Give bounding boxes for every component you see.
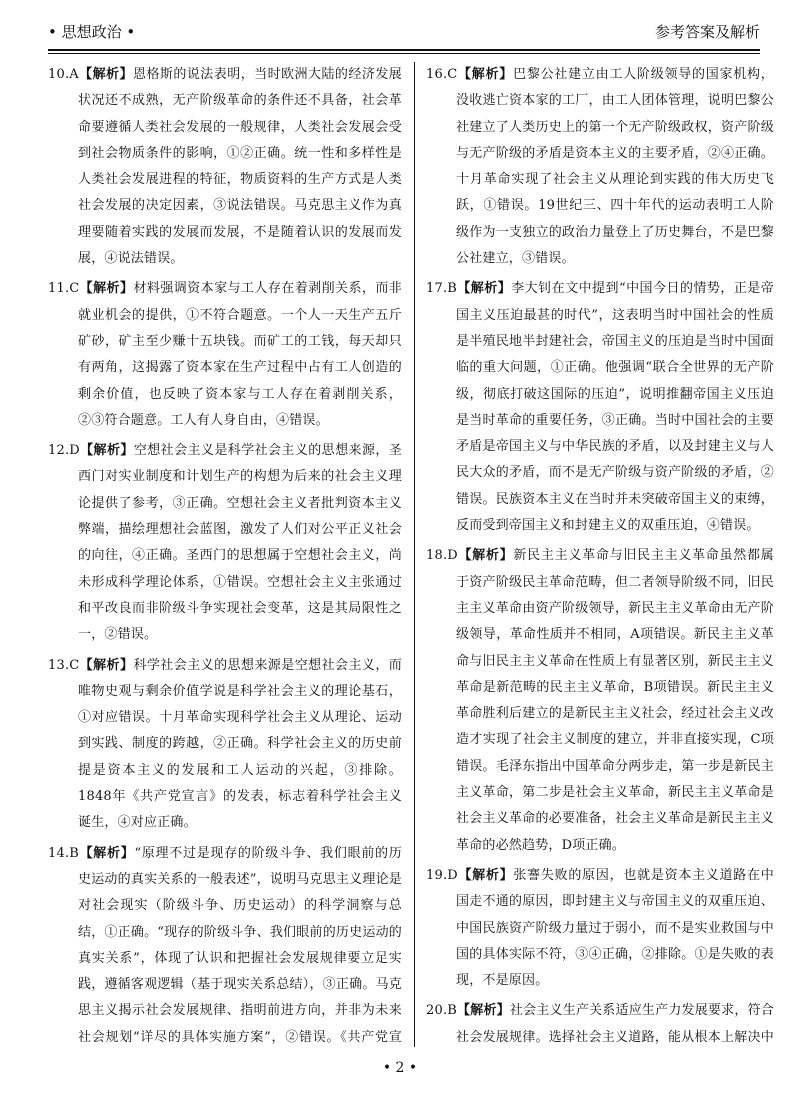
answer-item: 10.A【解析】恩格斯的说法表明，当时欧洲大陆的经济发展状况还不成熟，无产阶级革命的条件还不具备，社会革命要遵循人类社会发展的一般规律，人类社会发展会受到社会物质条件的影响，①②正确。统一性和多样性是人类社会发展进程的特征，物质资料的生产方式是人类社会发展的决定因素，③说法错误。马克思主义作为真理要随着实践的发展而发展，不是随着认识的发展而发展，④说法错误。 — [48, 67, 402, 267]
answer-item: 17.B【解析】李大钊在文中提到“中国今日的情势，正是帝国主义压迫最甚的时代”，这表明当时中国社会的性质是半殖民地半封建社会，帝国主义的压迫是当时中国面临的重大问题，①正确。他强调“联合全世界的无产阶级，彻底打破这国际的压迫”，说明推翻帝国主义压迫是当时革命的重要任务，③正确。当时中国社会的主要矛盾是帝国主义与中华民族的矛盾，以及封建主义与人民大众的矛盾，而不是无产阶级与资产阶级的矛盾，②错误。民族资本主义在当时并未突破帝国主义的束缚，反而受到帝国主义和封建主义的双重压迫，④错误。 — [426, 281, 774, 534]
header-rule-thin — [48, 53, 760, 54]
answer-item: 11.C【解析】材料强调资本家与工人存在着剥削关系，而非就业机会的提供，①不符合题意。一个人一天生产五斤矿砂，矿主至少赚十五块钱。而矿工的工钱，每天却只有两角，这揭露了资本家在生产过程中占有工人创造的剩余价值，也反映了资本家与工人存在着剥削关系，②③符合题意。工人有人身自由，④错误。 — [48, 281, 402, 428]
page-number: • 2 • — [382, 1060, 418, 1076]
answer-item: 19.D【解析】张謇失败的原因，也就是资本主义道路在中国走不通的原因，即封建主义与帝国主义的双重压迫、中国民族资产阶级力量过于弱小，而不是实业救国与中国的具体实际不符，③④正确，②排除。①是失败的表现，不是原因。 — [426, 867, 774, 989]
answer-item: 18.D【解析】新民主主义革命与旧民主主义革命虽然都属于资产阶级民主革命范畴，但二者领导阶级不同，旧民主主义革命由资产阶级领导，新民主主义革命由无产阶级领导，革命性质并不相同，A项错误。新民主主义革命与旧民主主义革命在性质上有显著区别，新民主主义革命是新范畴的民主主义革命，B项错误。新民主主义革命胜利后建立的是新民主主义社会，经过社会主义改造才实现了社会主义制度的建立，并非直接实现，C项错误。毛泽东指出中国革命分两步走，第一步是新民主主义革命，第二步是社会主义革命，新民主主义革命是社会主义革命的必要准备，社会主义革命是新民主主义革命的必然趋势，D项正确。 — [426, 548, 774, 853]
answer-item: 12.D【解析】空想社会主义是科学社会主义的思想来源，圣西门对实业制度和计划生产的构想为后来的社会主义理论提供了参考，③正确。空想社会主义者批判资本主义弊端，描绘理想社会蓝图，激发了人们对公平正义社会的向往，④正确。圣西门的思想属于空想社会主义，尚未形成科学理论体系，①错误。空想社会主义主张通过和平改良而非阶级斗争实现社会变革，这是其局限性之一，②错误。 — [48, 443, 402, 643]
answer-item: 16.C【解析】巴黎公社建立由工人阶级领导的国家机构，没收逃亡资本家的工厂，由工人团体管理，说明巴黎公社建立了人类历史上的第一个无产阶级政权，资产阶级与无产阶级的矛盾是资本主义的主要矛盾，②④正确。十月革命实现了社会主义从理论到实践的伟大历史飞跃，①错误。19世纪三、四十年代的运动表明工人阶级作为一支独立的政治力量登上了历史舞台，不是巴黎公社建立，③错误。 — [426, 67, 774, 267]
answer-item: 20.B【解析】社会主义生产关系适应生产力发展要求，符合社会发展规律。选择社会主义道路，能从根本上解决中 — [426, 1003, 774, 1045]
answer-item: 14.B【解析】“原理不过是现存的阶级斗争、我们眼前的历史运动的真实关系的一般表述”，说明马克思主义理论是对社会现实（阶级斗争、历史运动）的科学洞察与总结，①正确。“现存的阶级斗争、我们眼前的历史运动的真实关系”，体现了认识和把握社会发展规律要立足实践，遵循客观逻辑（基于现实关系总结），③正确。马克思主义揭示社会发展规律、指明前进方向，并非为未来社会规划“详尽的具体实施方案”，②错误。《共产党宣 — [48, 845, 402, 1045]
header-rule-thick — [48, 49, 760, 51]
answer-item: 13.C【解析】科学社会主义的思想来源是空想社会主义，而唯物史观与剩余价值学说是科学社会主义的理论基石，①对应错误。十月革命实现科学社会主义从理论、运动到实践、制度的跨越，②正确。科学社会主义的历史前提是资本主义的发展和工人运动的兴起，③排除。1848年《共产党宣言》的发表，标志着科学社会主义诞生，④对应正确。 — [48, 657, 402, 831]
page-header — [48, 14, 760, 48]
right-column — [426, 62, 774, 1047]
column-divider — [414, 62, 415, 1047]
section-title: 参考答案及解析 — [654, 22, 760, 41]
subject-title: • 思想政治 • — [48, 22, 136, 41]
left-column — [48, 62, 402, 1047]
